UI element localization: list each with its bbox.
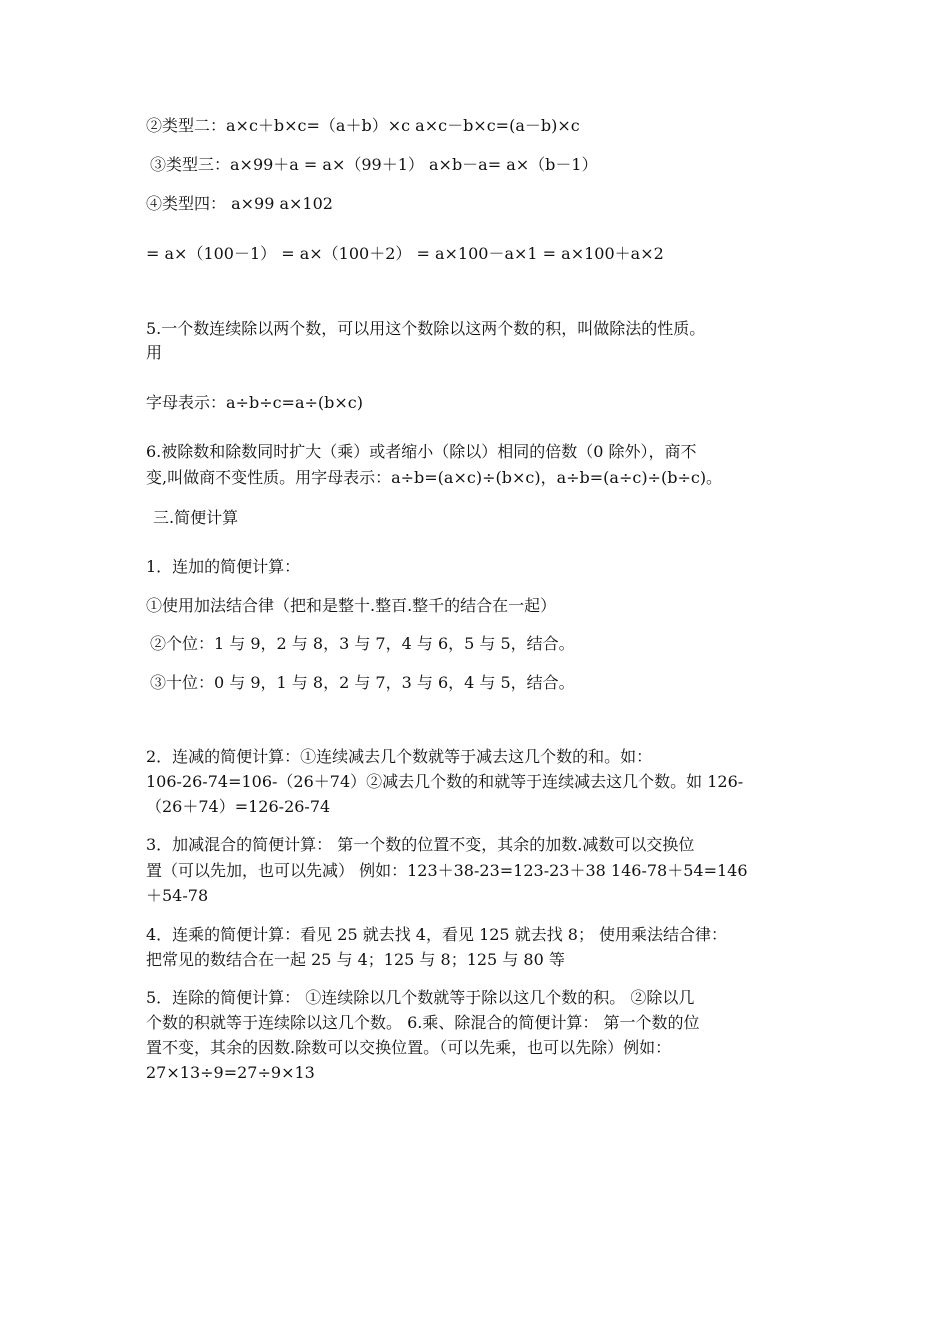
text-line-multiplication: 4．连乘的简便计算：看见 25 就去找 4，看见 125 就去找 8； 使用乘法结合律： (146, 925, 728, 944)
text-line-division-cont2: 置不变，其余的因数.除数可以交换位置。（可以先乘，也可以先除）例如： (146, 1038, 672, 1057)
text-line-mixed-add-sub-cont2: ＋54-78 (146, 886, 209, 905)
text-line-type-four: ④类型四： a×99 a×102 (146, 194, 333, 213)
text-line-mixed-add-sub-cont: 置（可以先加，也可以先减） 例如：123＋38-23=123-23＋38 146-78＋54=146 (146, 861, 748, 880)
text-line-division-letters: 字母表示：a÷b÷c=a÷(b×c) (146, 393, 364, 412)
text-line-division: 5．连除的简便计算： ①连续除以几个数就等于除以这几个数的积。 ②除以几 (146, 988, 695, 1007)
text-line-ones-place: ②个位：1 与 9，2 与 8，3 与 7，4 与 6，5 与 5，结合。 (150, 634, 575, 653)
text-line-subtraction-cont: 106-26-74=106-（26＋74）②减去几个数的和就等于连续减去这几个数。如 126- (146, 772, 744, 791)
text-line-division-example: 27×13÷9=27÷9×13 (146, 1063, 315, 1082)
text-line-division-property: 5.一个数连续除以两个数，可以用这个数除以这两个数的积，叫做除法的性质。 (146, 319, 706, 338)
text-line-type-two: ②类型二：a×c＋b×c=（a＋b）×c a×c－b×c=(a－b)×c (146, 116, 580, 135)
text-line-division-cont: 个数的积就等于连续除以这几个数。 6.乘、除混合的简便计算： 第一个数的位 (146, 1013, 700, 1032)
section-heading-simple-calc: 三.简便计算 (153, 508, 239, 527)
text-line-mixed-add-sub: 3．加减混合的简便计算： 第一个数的位置不变，其余的加数.减数可以交换位 (146, 835, 695, 854)
text-line-quotient-property-cont: 变,叫做商不变性质。用字母表示：a÷b=(a×c)÷(b×c)，a÷b=(a÷c)÷(b÷c)。 (146, 468, 723, 487)
text-line-quotient-property: 6.被除数和除数同时扩大（乘）或者缩小（除以）相同的倍数（0 除外），商不 (146, 442, 697, 461)
text-line-type-four-expansion: = a×（100－1） = a×（100＋2） = a×100－a×1 = a×100＋a×2 (146, 244, 664, 263)
text-line-tens-place: ③十位：0 与 9，1 与 8，2 与 7，3 与 6，4 与 5，结合。 (150, 673, 575, 692)
text-line-addition-heading: 1．连加的简便计算： (146, 557, 301, 576)
text-line-addition-rule: ①使用加法结合律（把和是整十.整百.整千的结合在一起） (146, 596, 557, 615)
text-line-division-property-cont: 用 (146, 343, 163, 362)
text-line-type-three: ③类型三：a×99＋a = a×（99＋1） a×b－a= a×（b－1） (150, 155, 598, 174)
text-line-subtraction-cont2: （26＋74）=126-26-74 (146, 797, 331, 816)
text-line-subtraction: 2．连减的简便计算：①连续减去几个数就等于减去这几个数的和。如： (146, 747, 653, 766)
text-line-multiplication-cont: 把常见的数结合在一起 25 与 4；125 与 8；125 与 80 等 (146, 950, 565, 969)
